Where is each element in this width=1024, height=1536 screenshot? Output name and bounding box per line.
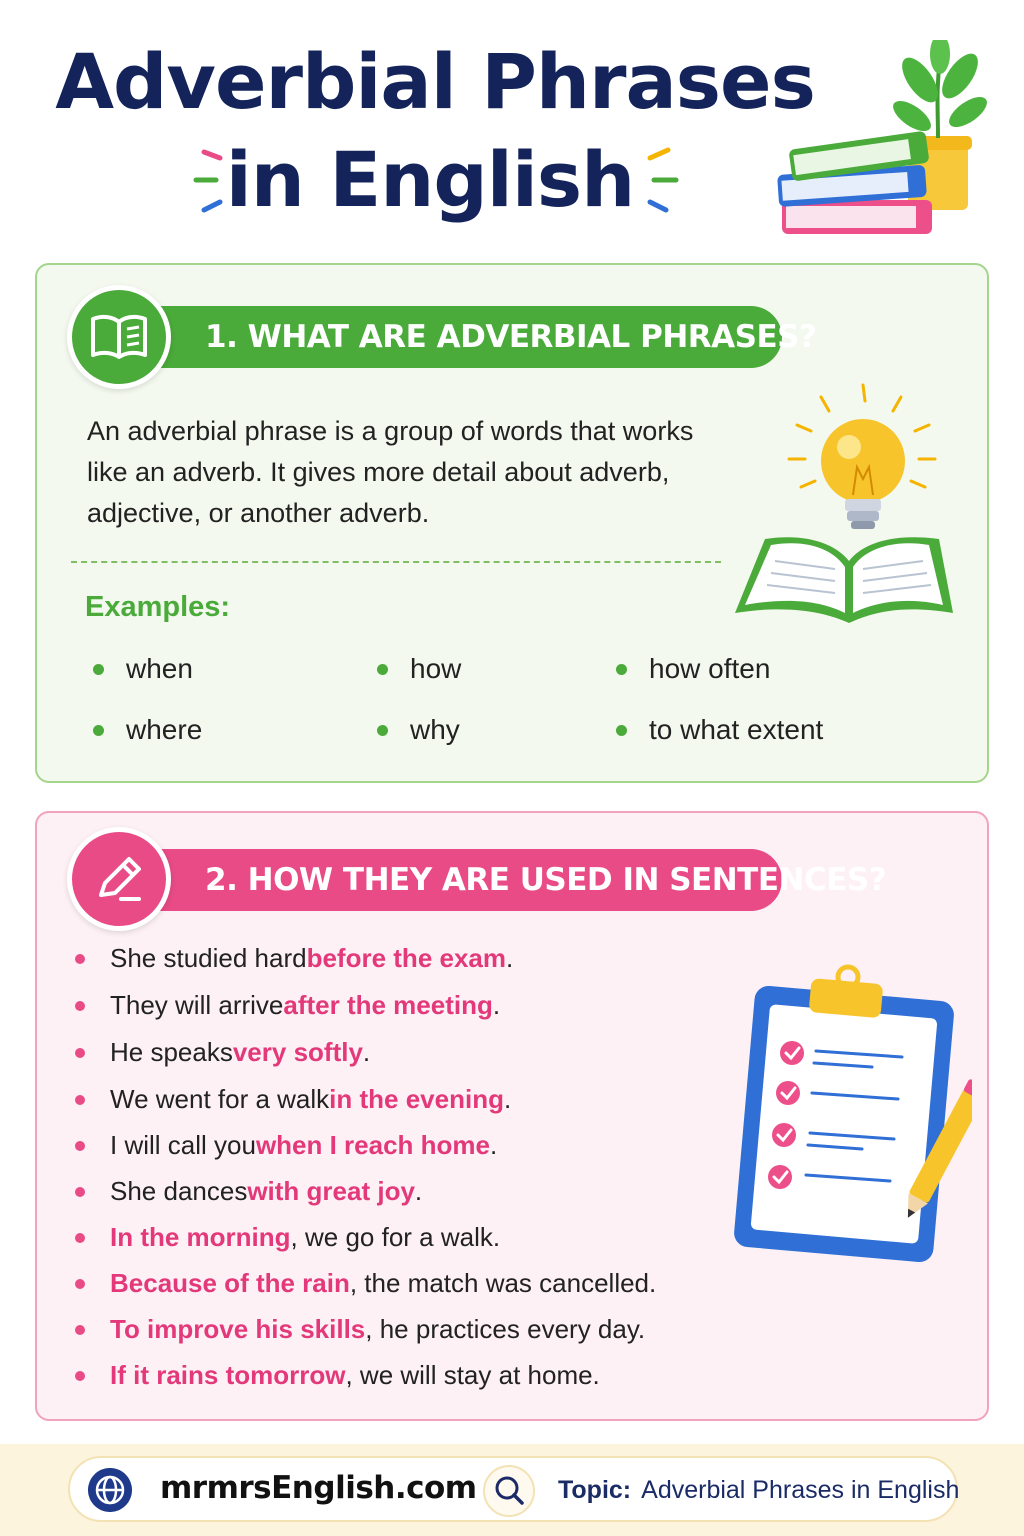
sentence-item: In the morning , we go for a walk. xyxy=(75,1222,500,1253)
search-icon xyxy=(485,1467,533,1515)
footer-pill xyxy=(68,1456,958,1522)
bullet-icon xyxy=(75,1325,85,1335)
bullet-icon xyxy=(616,664,627,675)
bullet-icon xyxy=(377,725,388,736)
section2-heading: 2. HOW THEY ARE USED IN SENTENCES? xyxy=(157,849,782,911)
title-line-1: Adverbial Phrases xyxy=(55,37,815,126)
sentence-item: She studied hard before the exam . xyxy=(75,943,513,974)
pencil-icon xyxy=(91,851,147,907)
example-item: to what extent xyxy=(616,714,823,746)
bullet-icon xyxy=(75,1048,85,1058)
sentence-item: We went for a walk in the evening . xyxy=(75,1084,511,1115)
bullet-icon xyxy=(75,1001,85,1011)
open-book-icon xyxy=(89,313,149,361)
example-item: how often xyxy=(616,653,770,685)
globe-icon xyxy=(88,1468,132,1512)
left-sparks-icon xyxy=(190,142,230,222)
example-item: when xyxy=(93,653,193,685)
section1-badge xyxy=(67,285,171,389)
example-item: why xyxy=(377,714,460,746)
page-title xyxy=(0,34,860,230)
sentence-item: If it rains tomorrow , we will stay at home. xyxy=(75,1360,600,1391)
footer xyxy=(0,1444,1024,1536)
sentence-item: I will call you when I reach home . xyxy=(75,1130,497,1161)
bullet-icon xyxy=(93,725,104,736)
search-button xyxy=(483,1465,535,1517)
section1-heading: 1. WHAT ARE ADVERBIAL PHRASES? xyxy=(157,306,782,368)
example-item: how xyxy=(377,653,461,685)
bullet-icon xyxy=(75,1371,85,1381)
topic-line xyxy=(558,1476,959,1505)
right-sparks-icon xyxy=(642,142,682,222)
bullet-icon xyxy=(93,664,104,675)
lightbulb-book-illustration xyxy=(725,383,965,643)
books-and-plant-illustration xyxy=(770,40,1000,250)
bullet-icon xyxy=(75,1233,85,1243)
section2-badge xyxy=(67,827,171,931)
bullet-icon xyxy=(75,954,85,964)
topic-label: Topic: xyxy=(558,1476,632,1504)
examples-heading: Examples: xyxy=(85,591,231,623)
section-what-are-adverbial-phrases xyxy=(35,263,989,783)
bullet-icon xyxy=(75,1141,85,1151)
bullet-icon xyxy=(377,664,388,675)
definition-text: An adverbial phrase is a group of words that works like an adverb. It gives more detail about adverb, adjective, or another adverb. xyxy=(87,416,694,528)
sentence-item: He speaks very softly . xyxy=(75,1037,370,1068)
example-item: where xyxy=(93,714,202,746)
section-how-used-in-sentences xyxy=(35,811,989,1421)
sentence-item: Because of the rain , the match was cancelled. xyxy=(75,1268,656,1299)
sentence-item: To improve his skills , he practices every day. xyxy=(75,1314,645,1345)
sentence-item: She dances with great joy . xyxy=(75,1176,422,1207)
bullet-icon xyxy=(75,1187,85,1197)
divider xyxy=(71,561,721,563)
sentence-item: They will arrive after the meeting . xyxy=(75,990,500,1021)
title-line-2: in English xyxy=(225,135,635,224)
clipboard-checklist-illustration xyxy=(732,963,972,1263)
website-link[interactable]: mrmrsEnglish.com xyxy=(160,1470,477,1506)
topic-value: Adverbial Phrases in English xyxy=(641,1476,960,1504)
bullet-icon xyxy=(75,1279,85,1289)
bullet-icon xyxy=(616,725,627,736)
bullet-icon xyxy=(75,1095,85,1105)
